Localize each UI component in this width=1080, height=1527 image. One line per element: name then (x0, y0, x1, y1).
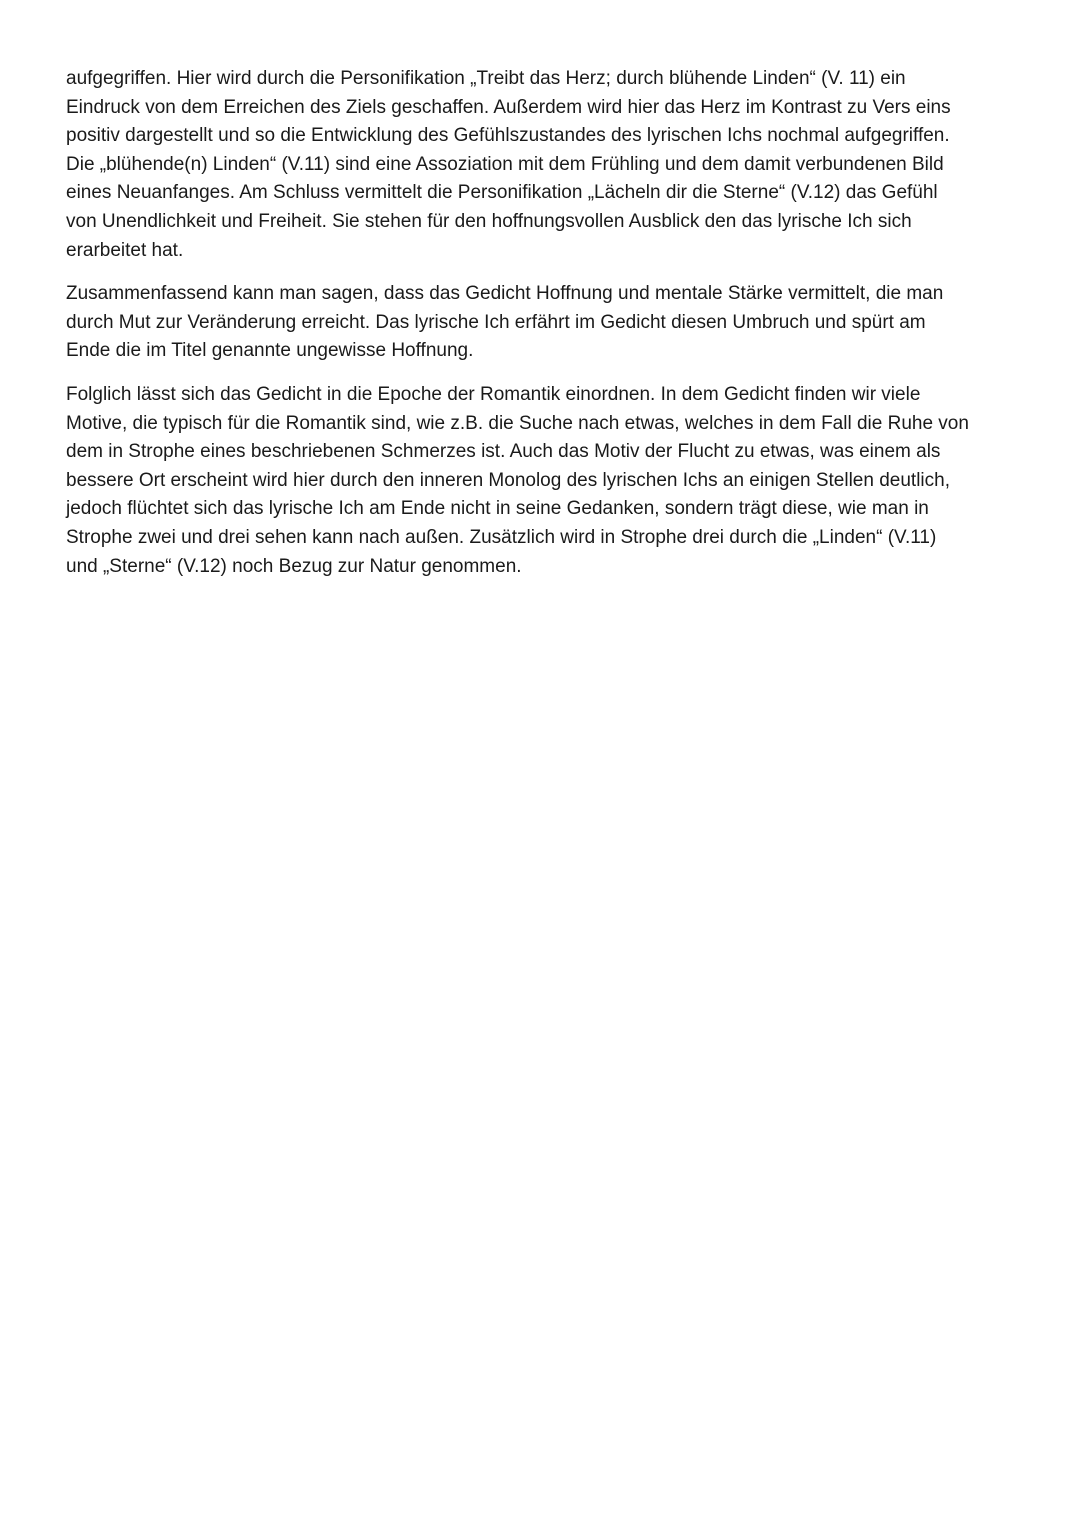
document-body (66, 65, 1016, 596)
text-line: und „Sterne“ (V.12) noch Bezug zur Natur genommen. (66, 555, 522, 577)
text-line: positiv dargestellt und so die Entwicklung des Gefühlszustandes des lyrischen Ichs nochmal aufgegriffen. (66, 125, 950, 147)
text-line: Eindruck von dem Erreichen des Ziels geschaffen. Außerdem wird hier das Herz im Kontrast zu Vers eins (66, 96, 951, 118)
text-line: von Unendlichkeit und Freiheit. Sie stehen für den hoffnungsvollen Ausblick den das lyrische Ich sich (66, 210, 912, 232)
text-line: jedoch flüchtet sich das lyrische Ich am Ende nicht in seine Gedanken, sondern trägt diese, wie man in (66, 498, 929, 520)
text-line: Folglich lässt sich das Gedicht in die Epoche der Romantik einordnen. In dem Gedicht finden wir viele (66, 383, 921, 405)
paragraph-analysis-continuation (66, 65, 1016, 265)
text-line: dem in Strophe eines beschriebenen Schmerzes ist. Auch das Motiv der Flucht zu etwas, was einem als (66, 441, 941, 463)
text-line: Die „blühende(n) Linden“ (V.11) sind eine Assoziation mit dem Frühling und dem damit verbundenen Bild (66, 153, 944, 175)
text-line: bessere Ort erscheint wird hier durch den inneren Monolog des lyrischen Ichs an einigen Stellen deutlich, (66, 469, 950, 491)
text-line: erarbeitet hat. (66, 239, 184, 261)
text-line: Ende die im Titel genannte ungewisse Hoffnung. (66, 340, 474, 362)
text-line: Motive, die typisch für die Romantik sind, wie z.B. die Suche nach etwas, welches in dem Fall die Ruhe von (66, 412, 969, 434)
text-line: aufgegriffen. Hier wird durch die Personifikation „Treibt das Herz; durch blühende Linden“ (V. 11) ein (66, 68, 906, 89)
text-line: eines Neuanfanges. Am Schluss vermittelt die Personifikation „Lächeln dir die Sterne“ (V.12) das Gefühl (66, 182, 938, 204)
paragraph-summary (66, 280, 1016, 366)
text-line: Strophe zwei und drei sehen kann nach außen. Zusätzlich wird in Strophe drei durch die „Linden“ (V.11) (66, 526, 937, 548)
text-line: Zusammenfassend kann man sagen, dass das Gedicht Hoffnung und mentale Stärke vermittelt, die man (66, 283, 944, 305)
text-line: durch Mut zur Veränderung erreicht. Das lyrische Ich erfährt im Gedicht diesen Umbruch und spürt am (66, 311, 926, 333)
paragraph-epoch-classification (66, 381, 1016, 581)
